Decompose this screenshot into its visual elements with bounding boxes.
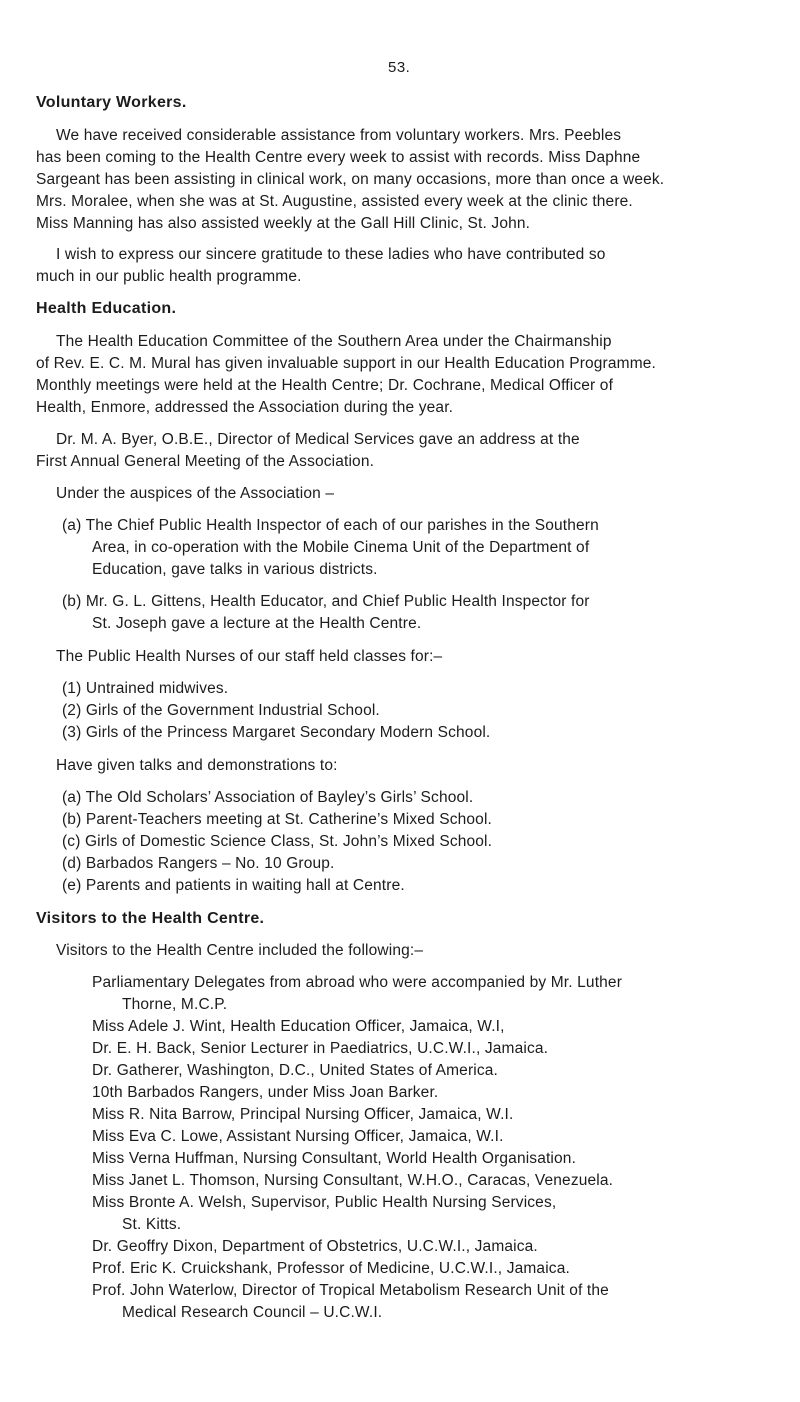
text-line: much in our public health programme. xyxy=(36,268,302,285)
list-item: (b) Parent-Teachers meeting at St. Catherine’s Mixed School. xyxy=(62,811,492,828)
text-line: Health, Enmore, addressed the Association during the year. xyxy=(36,399,454,416)
text-line: Dr. M. A. Byer, O.B.E., Director of Medical Services gave an address at the xyxy=(56,431,580,448)
list-item: Thorne, M.C.P. xyxy=(122,996,228,1013)
talks-intro: Have given talks and demonstrations to: xyxy=(56,757,338,774)
list-item: Prof. John Waterlow, Director of Tropical Metabolism Research Unit of the xyxy=(92,1282,609,1299)
list-item: 10th Barbados Rangers, under Miss Joan Barker. xyxy=(92,1084,439,1101)
list-item: Miss Verna Huffman, Nursing Consultant, World Health Organisation. xyxy=(92,1150,577,1167)
text-line: (a) The Chief Public Health Inspector of each of our parishes in the Southern xyxy=(62,517,599,534)
classes-intro: The Public Health Nurses of our staff held classes for:– xyxy=(56,648,443,665)
voluntary-workers-heading: Voluntary Workers. xyxy=(36,94,187,111)
list-item: St. Kitts. xyxy=(122,1216,182,1233)
list-item: Dr. E. H. Back, Senior Lecturer in Paediatrics, U.C.W.I., Jamaica. xyxy=(92,1040,549,1057)
list-item: Miss Janet L. Thomson, Nursing Consultant, W.H.O., Caracas, Venezuela. xyxy=(92,1172,614,1189)
text-line: We have received considerable assistance from voluntary workers. Mrs. Peebles xyxy=(56,127,622,144)
text-line: Area, in co-operation with the Mobile Cinema Unit of the Department of xyxy=(92,539,590,556)
list-item: (2) Girls of the Government Industrial School. xyxy=(62,702,380,719)
list-item: Parliamentary Delegates from abroad who were accompanied by Mr. Luther xyxy=(92,974,623,991)
list-item: (3) Girls of the Princess Margaret Secondary Modern School. xyxy=(62,724,491,741)
text-line: First Annual General Meeting of the Association. xyxy=(36,453,375,470)
text-line: of Rev. E. C. M. Mural has given invaluable support in our Health Education Programme. xyxy=(36,355,656,372)
text-line: The Health Education Committee of the Southern Area under the Chairmanship xyxy=(56,333,612,350)
visitors-intro: Visitors to the Health Centre included the following:– xyxy=(56,942,424,959)
list-item: Miss Adele J. Wint, Health Education Officer, Jamaica, W.I, xyxy=(92,1018,505,1035)
list-item: (e) Parents and patients in waiting hall at Centre. xyxy=(62,877,405,894)
text-line: Monthly meetings were held at the Health Centre; Dr. Cochrane, Medical Officer of xyxy=(36,377,614,394)
text-line: has been coming to the Health Centre every week to assist with records. Miss Daphne xyxy=(36,149,641,166)
list-item: Miss Eva C. Lowe, Assistant Nursing Officer, Jamaica, W.I. xyxy=(92,1128,504,1145)
text-line: Education, gave talks in various districts. xyxy=(92,561,378,578)
text-line: Mrs. Moralee, when she was at St. Augustine, assisted every week at the clinic there. xyxy=(36,193,633,210)
list-item: Miss Bronte A. Welsh, Supervisor, Public Health Nursing Services, xyxy=(92,1194,557,1211)
list-item: Medical Research Council – U.C.W.I. xyxy=(122,1304,383,1321)
list-item: Miss R. Nita Barrow, Principal Nursing Officer, Jamaica, W.I. xyxy=(92,1106,514,1123)
page-number: 53. xyxy=(388,59,411,76)
list-item: (a) The Old Scholars’ Association of Bayley’s Girls’ School. xyxy=(62,789,474,806)
text-line: Miss Manning has also assisted weekly at the Gall Hill Clinic, St. John. xyxy=(36,215,531,232)
list-item: (c) Girls of Domestic Science Class, St. John’s Mixed School. xyxy=(62,833,493,850)
list-item: Prof. Eric K. Cruickshank, Professor of Medicine, U.C.W.I., Jamaica. xyxy=(92,1260,570,1277)
text-line: (b) Mr. G. L. Gittens, Health Educator, and Chief Public Health Inspector for xyxy=(62,593,590,610)
auspices-intro: Under the auspices of the Association – xyxy=(56,485,335,502)
list-item: (d) Barbados Rangers – No. 10 Group. xyxy=(62,855,335,872)
health-education-heading: Health Education. xyxy=(36,300,177,317)
text-line: St. Joseph gave a lecture at the Health Centre. xyxy=(92,615,422,632)
list-item: (1) Untrained midwives. xyxy=(62,680,229,697)
text-line: I wish to express our sincere gratitude to these ladies who have contributed so xyxy=(56,246,606,263)
list-item: Dr. Geoffry Dixon, Department of Obstetrics, U.C.W.I., Jamaica. xyxy=(92,1238,538,1255)
visitors-heading: Visitors to the Health Centre. xyxy=(36,910,265,927)
text-line: Sargeant has been assisting in clinical work, on many occasions, more than once a week. xyxy=(36,171,665,188)
list-item: Dr. Gatherer, Washington, D.C., United States of America. xyxy=(92,1062,498,1079)
